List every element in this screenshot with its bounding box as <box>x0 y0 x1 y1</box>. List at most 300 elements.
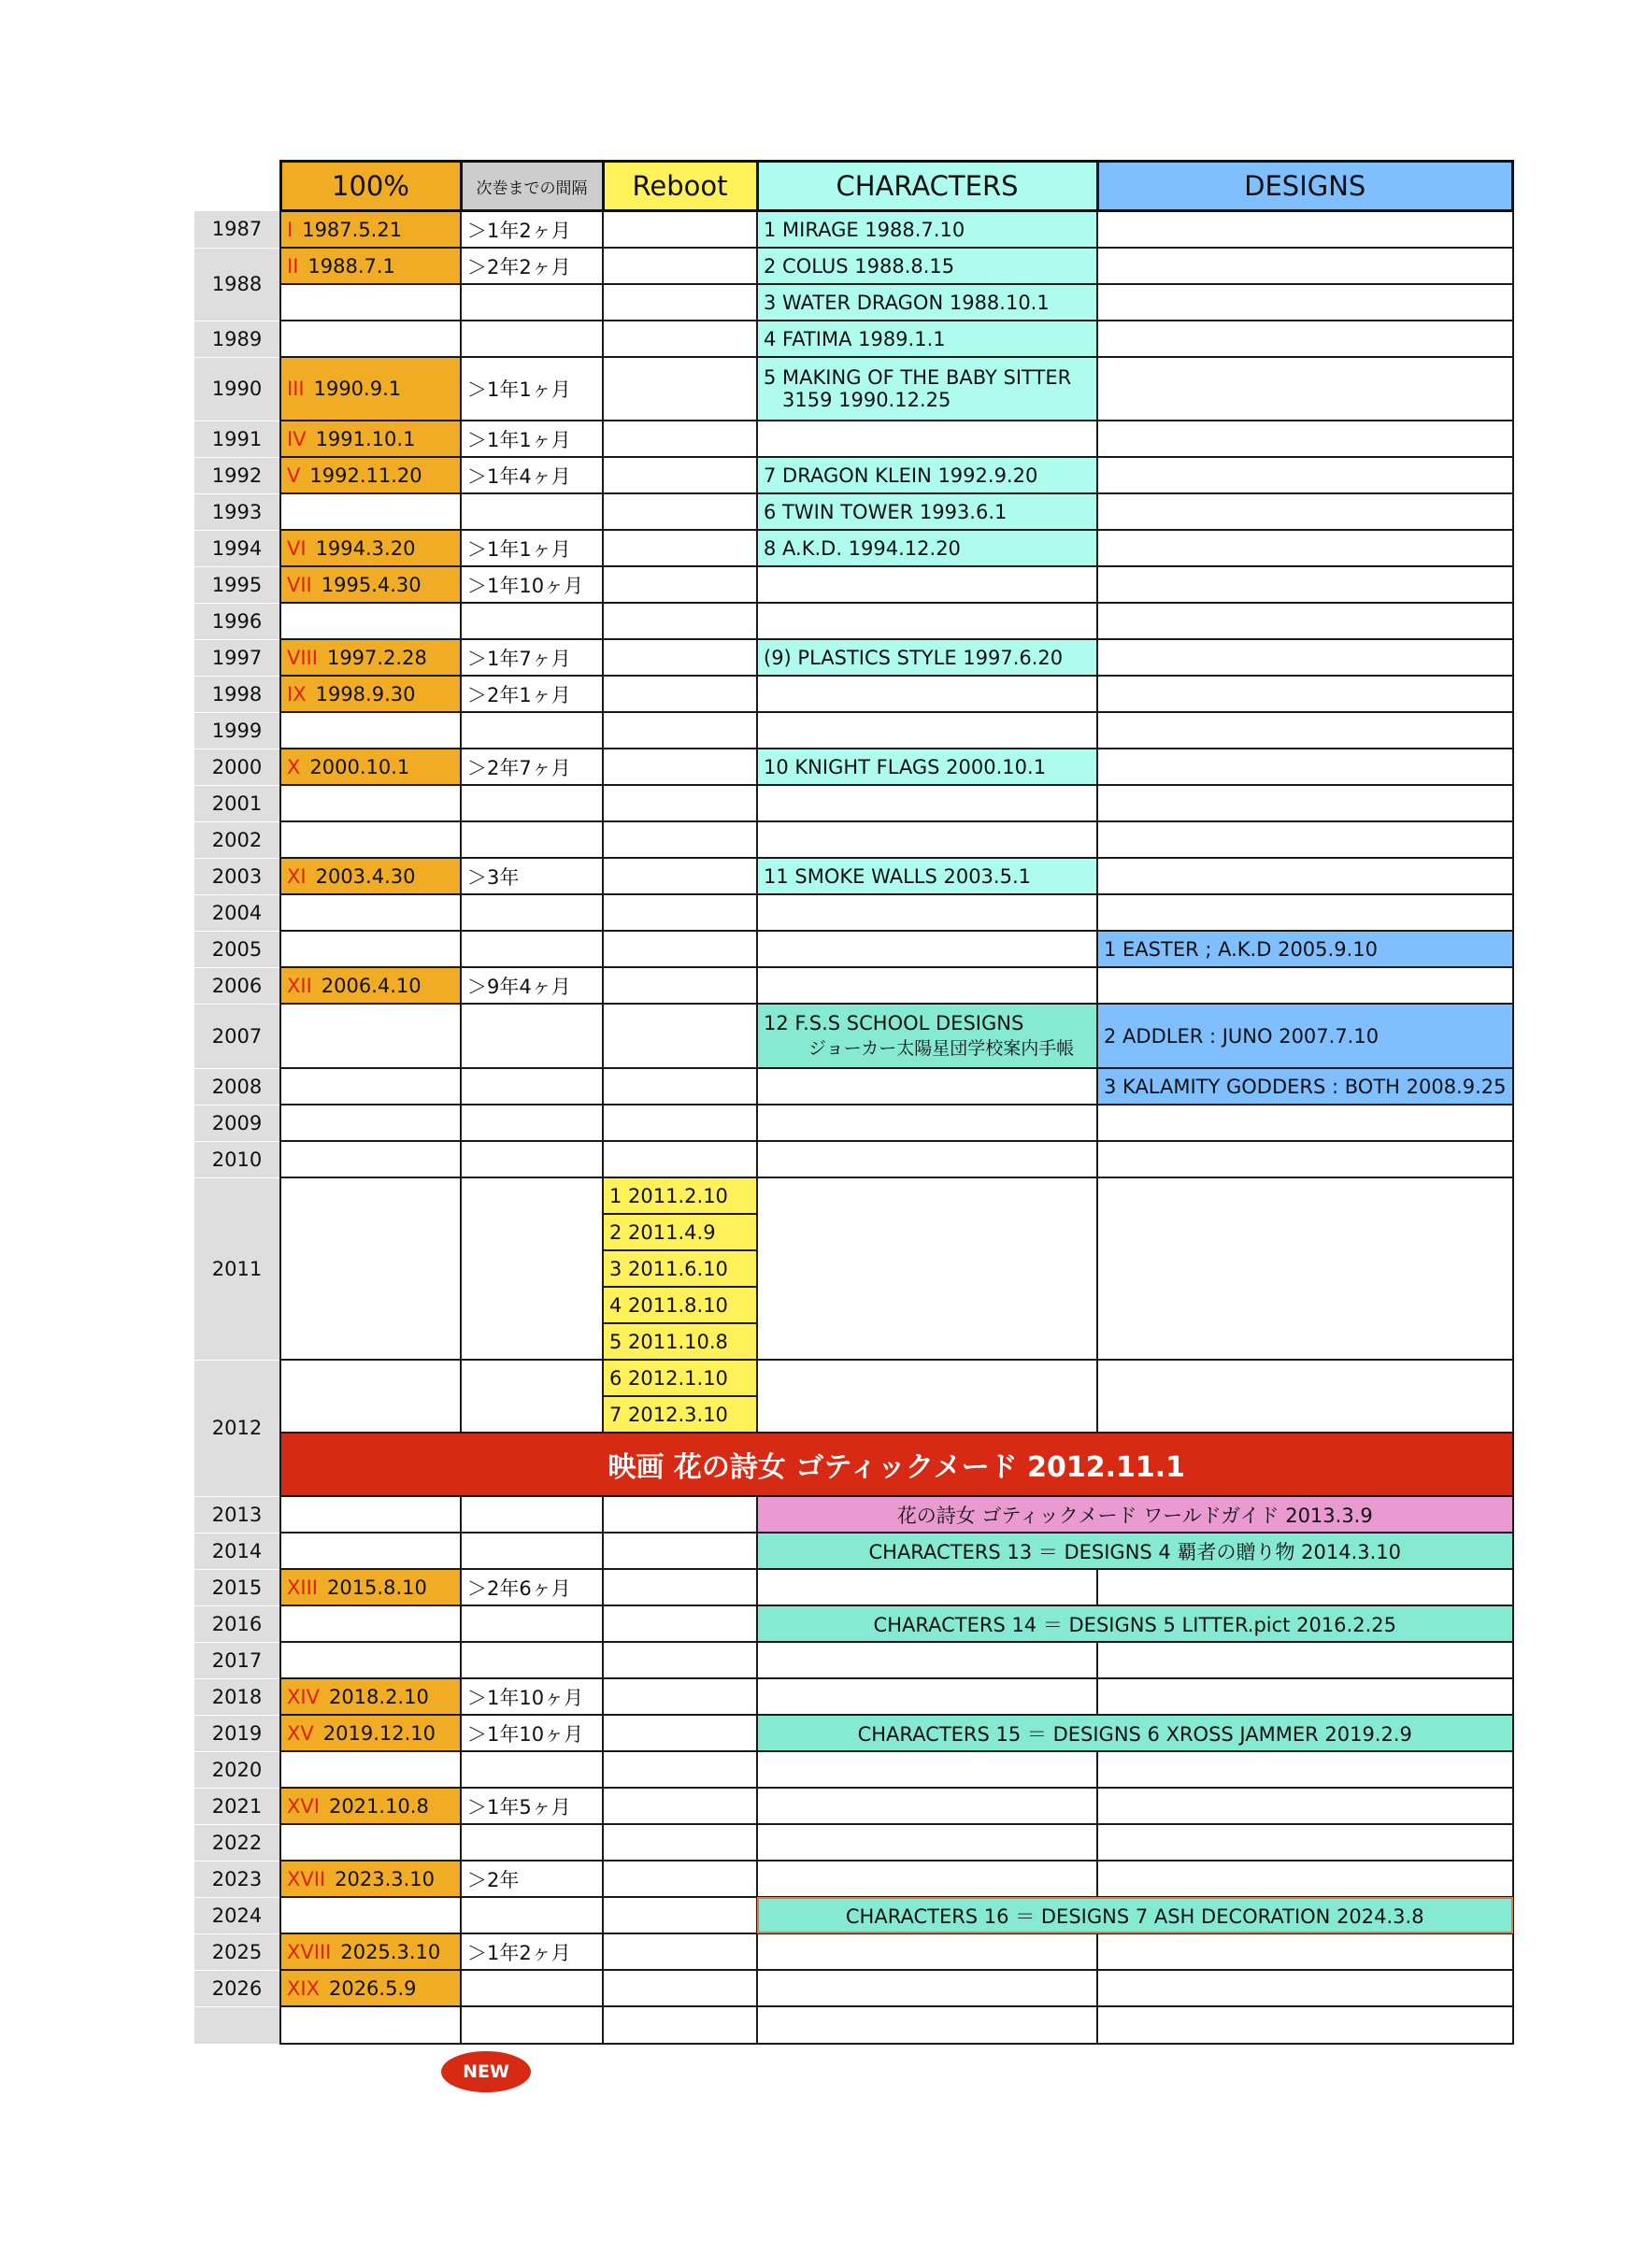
interval-cell <box>461 603 603 639</box>
designs-cell <box>1097 1360 1513 1433</box>
characters-cell <box>757 1861 1097 1897</box>
volume-date: 1992.11.20 <box>309 464 422 487</box>
row-1998 <box>194 676 1513 712</box>
year-cell: 2019 <box>194 1715 280 1751</box>
interval-cell: ＞9年4ヶ月 <box>461 967 603 1004</box>
volume-numeral: VI <box>287 536 307 560</box>
volume-cell <box>280 566 461 603</box>
reboot-cell <box>603 1824 757 1861</box>
volume-numeral: II <box>287 254 299 278</box>
volume-numeral: VII <box>287 573 312 596</box>
volume-cell <box>280 785 461 821</box>
characters-cell <box>757 1141 1097 1177</box>
designs-cell <box>1097 493 1513 530</box>
reboot-cell <box>603 931 757 967</box>
row-2020 <box>194 1751 1513 1788</box>
year-cell: 2013 <box>194 1496 280 1533</box>
reboot-cell <box>603 1788 757 1824</box>
reboot-cell <box>603 894 757 931</box>
interval-cell <box>461 1605 603 1642</box>
designs-cell <box>1097 821 1513 858</box>
interval-cell: ＞1年7ヶ月 <box>461 639 603 676</box>
volume-cell <box>280 211 461 249</box>
volume-cell <box>280 858 461 894</box>
year-cell: 2010 <box>194 1141 280 1177</box>
designs-cell <box>1097 284 1513 321</box>
interval-cell <box>461 894 603 931</box>
designs-cell <box>1097 321 1513 357</box>
combined-cell: CHARACTERS 16 ＝ DESIGNS 7 ASH DECORATION 2024.3.8 <box>757 1897 1513 1933</box>
reboot-cell <box>603 821 757 858</box>
characters-cell <box>757 1824 1097 1861</box>
header-100pct: 100% <box>280 162 461 211</box>
volume-numeral: V <box>287 464 301 487</box>
characters-cell <box>757 1933 1097 1970</box>
volume-date: 2015.8.10 <box>326 1576 427 1599</box>
year-cell: 2020 <box>194 1751 280 1788</box>
reboot-cell <box>603 1533 757 1569</box>
interval-cell <box>461 1751 603 1788</box>
row-2024 <box>194 1897 1513 1933</box>
volume-cell <box>280 1360 461 1433</box>
designs-cell <box>1097 1751 1513 1788</box>
interval-cell <box>461 1897 603 1933</box>
row-1988 <box>194 248 1513 284</box>
reboot-cell <box>603 1569 757 1605</box>
characters-cell <box>757 894 1097 931</box>
row-1994 <box>194 530 1513 566</box>
characters-cell <box>757 1105 1097 1141</box>
characters-line2: ジョーカー太陽星団学校案内手帳 <box>808 1038 1075 1059</box>
volume-numeral: XVI <box>287 1794 320 1818</box>
combined-cell: CHARACTERS 15 ＝ DESIGNS 6 XROSS JAMMER 2019.2.9 <box>757 1715 1513 1751</box>
reboot-cell <box>603 457 757 493</box>
interval-cell <box>461 931 603 967</box>
volume-cell <box>280 1642 461 1678</box>
reboot-cell: 4 2011.8.10 <box>603 1287 757 1323</box>
interval-cell: ＞1年1ヶ月 <box>461 530 603 566</box>
row-1997 <box>194 639 1513 676</box>
row-1988b <box>194 284 1513 321</box>
volume-numeral: XIV <box>287 1685 320 1708</box>
interval-cell <box>461 321 603 357</box>
reboot-cell <box>603 566 757 603</box>
interval-cell: ＞1年10ヶ月 <box>461 1715 603 1751</box>
year-cell: 1999 <box>194 712 280 749</box>
designs-cell <box>1097 1105 1513 1141</box>
row-2014 <box>194 1533 1513 1569</box>
designs-cell <box>1097 457 1513 493</box>
volume-cell <box>280 821 461 858</box>
volume-cell <box>280 321 461 357</box>
volume-date: 2006.4.10 <box>321 974 422 997</box>
volume-cell <box>280 1141 461 1177</box>
volume-date: 1988.7.1 <box>307 254 395 278</box>
reboot-cell: 3 2011.6.10 <box>603 1250 757 1287</box>
year-cell: 2004 <box>194 894 280 931</box>
year-cell: 1997 <box>194 639 280 676</box>
year-cell: 1991 <box>194 421 280 457</box>
reboot-cell <box>603 1678 757 1715</box>
volume-cell <box>280 1068 461 1105</box>
volume-date: 2000.10.1 <box>309 755 410 778</box>
designs-cell <box>1097 248 1513 284</box>
interval-cell <box>461 1824 603 1861</box>
volume-numeral: XVIII <box>287 1940 332 1963</box>
characters-cell <box>757 676 1097 712</box>
interval-cell: ＞1年2ヶ月 <box>461 211 603 249</box>
interval-cell <box>461 821 603 858</box>
reboot-cell: 1 2011.2.10 <box>603 1177 757 1214</box>
volume-cell <box>280 1751 461 1788</box>
volume-numeral: VIII <box>287 646 318 669</box>
year-cell: 1998 <box>194 676 280 712</box>
characters-cell <box>757 1068 1097 1105</box>
year-cell: 2017 <box>194 1642 280 1678</box>
volume-cell <box>280 1177 461 1360</box>
interval-cell: ＞1年1ヶ月 <box>461 421 603 457</box>
volume-date: 2025.3.10 <box>340 1940 441 1963</box>
year-cell: 1990 <box>194 357 280 421</box>
row-1989 <box>194 321 1513 357</box>
reboot-cell <box>603 1933 757 1970</box>
interval-cell: ＞1年10ヶ月 <box>461 566 603 603</box>
reboot-cell: 2 2011.4.9 <box>603 1214 757 1250</box>
combined-cell: CHARACTERS 13 ＝ DESIGNS 4 覇者の贈り物 2014.3.10 <box>757 1533 1513 1569</box>
designs-cell <box>1097 785 1513 821</box>
reboot-cell <box>603 749 757 785</box>
characters-line2: 3159 1990.12.25 <box>782 389 951 411</box>
year-cell: 2012 <box>194 1360 280 1496</box>
row-1996 <box>194 603 1513 639</box>
characters-cell: 6 TWIN TOWER 1993.6.1 <box>757 493 1097 530</box>
row-2012 <box>194 1360 1513 1396</box>
volume-cell <box>280 894 461 931</box>
volume-numeral: XI <box>287 864 307 888</box>
interval-cell: ＞2年 <box>461 1861 603 1897</box>
volume-cell <box>280 603 461 639</box>
volume-date: 1995.4.30 <box>321 573 422 596</box>
reboot-cell: 6 2012.1.10 <box>603 1360 757 1396</box>
year-cell: 2021 <box>194 1788 280 1824</box>
volume-cell <box>280 712 461 749</box>
row-2019 <box>194 1715 1513 1751</box>
row-2017 <box>194 1642 1513 1678</box>
volume-cell <box>280 530 461 566</box>
designs-cell: 1 EASTER ; A.K.D 2005.9.10 <box>1097 931 1513 967</box>
reboot-cell <box>603 1141 757 1177</box>
characters-cell <box>757 603 1097 639</box>
interval-cell <box>461 1105 603 1141</box>
new-badge: NEW <box>441 2051 531 2092</box>
designs-cell <box>1097 858 1513 894</box>
year-cell: 1992 <box>194 457 280 493</box>
designs-cell <box>1097 1141 1513 1177</box>
reboot-cell <box>603 321 757 357</box>
reboot-cell <box>603 1496 757 1533</box>
year-cell <box>194 2006 280 2044</box>
year-cell: 2000 <box>194 749 280 785</box>
reboot-cell <box>603 1105 757 1141</box>
row-1993 <box>194 493 1513 530</box>
year-cell: 2002 <box>194 821 280 858</box>
volume-cell <box>280 1496 461 1533</box>
row-2025 <box>194 1933 1513 1970</box>
characters-cell: 10 KNIGHT FLAGS 2000.10.1 <box>757 749 1097 785</box>
year-cell: 2006 <box>194 967 280 1004</box>
header-interval: 次巻までの間隔 <box>461 162 603 211</box>
year-cell: 2024 <box>194 1897 280 1933</box>
interval-cell: ＞2年6ヶ月 <box>461 1569 603 1605</box>
reboot-cell <box>603 284 757 321</box>
volume-cell <box>280 1933 461 1970</box>
volume-numeral: IV <box>287 427 307 450</box>
row-2008 <box>194 1068 1513 1105</box>
year-cell: 1995 <box>194 566 280 603</box>
designs-cell <box>1097 749 1513 785</box>
characters-cell <box>757 1569 1097 1605</box>
volume-cell <box>280 248 461 284</box>
designs-cell <box>1097 712 1513 749</box>
interval-cell: ＞1年1ヶ月 <box>461 357 603 421</box>
row-empty <box>194 2006 1513 2044</box>
row-2018 <box>194 1678 1513 1715</box>
year-cell: 2025 <box>194 1933 280 1970</box>
reboot-cell <box>603 1970 757 2006</box>
designs-cell <box>1097 639 1513 676</box>
volume-cell <box>280 1678 461 1715</box>
characters-cell <box>757 1751 1097 1788</box>
interval-cell: ＞2年1ヶ月 <box>461 676 603 712</box>
release-timeline-table <box>194 160 1514 2045</box>
row-2009 <box>194 1105 1513 1141</box>
row-1987 <box>194 211 1513 249</box>
volume-cell <box>280 639 461 676</box>
interval-cell <box>461 1496 603 1533</box>
worldguide-cell: 花の詩女 ゴティックメード ワールドガイド 2013.3.9 <box>757 1496 1513 1533</box>
row-2006 <box>194 967 1513 1004</box>
interval-cell: ＞3年 <box>461 858 603 894</box>
interval-cell: ＞1年5ヶ月 <box>461 1788 603 1824</box>
designs-cell <box>1097 421 1513 457</box>
volume-numeral: I <box>287 218 293 241</box>
row-2004 <box>194 894 1513 931</box>
row-2023 <box>194 1861 1513 1897</box>
row-1990 <box>194 357 1513 421</box>
reboot-cell <box>603 357 757 421</box>
designs-cell <box>1097 1678 1513 1715</box>
reboot-cell <box>603 1715 757 1751</box>
interval-cell: ＞1年2ヶ月 <box>461 1933 603 1970</box>
volume-date: 2026.5.9 <box>328 1976 417 2000</box>
row-2002 <box>194 821 1513 858</box>
reboot-cell: 7 2012.3.10 <box>603 1396 757 1433</box>
volume-numeral: XII <box>287 974 312 997</box>
year-cell: 2026 <box>194 1970 280 2006</box>
characters-cell: 7 DRAGON KLEIN 1992.9.20 <box>757 457 1097 493</box>
volume-date: 1991.10.1 <box>315 427 416 450</box>
year-cell: 2003 <box>194 858 280 894</box>
volume-numeral: IX <box>287 682 307 706</box>
interval-cell <box>461 1068 603 1105</box>
movie-banner: 映画 花の詩女 ゴティックメード 2012.11.1 <box>280 1433 1513 1496</box>
interval-cell: ＞2年2ヶ月 <box>461 248 603 284</box>
designs-cell <box>1097 1824 1513 1861</box>
year-cell: 1987 <box>194 211 280 249</box>
interval-cell <box>461 1004 603 1068</box>
designs-cell <box>1097 1569 1513 1605</box>
volume-cell <box>280 967 461 1004</box>
designs-cell <box>1097 566 1513 603</box>
volume-cell <box>280 421 461 457</box>
reboot-cell <box>603 1642 757 1678</box>
designs-cell <box>1097 530 1513 566</box>
volume-numeral: XIII <box>287 1576 318 1599</box>
interval-cell <box>461 1360 603 1433</box>
volume-cell <box>280 1861 461 1897</box>
combined-cell: CHARACTERS 14 ＝ DESIGNS 5 LITTER.pict 2016.2.25 <box>757 1605 1513 1642</box>
designs-cell <box>1097 1933 1513 1970</box>
volume-numeral: III <box>287 378 305 400</box>
volume-cell <box>280 931 461 967</box>
reboot-cell <box>603 676 757 712</box>
volume-cell <box>280 284 461 321</box>
row-2001 <box>194 785 1513 821</box>
row-2012-movie <box>194 1433 1513 1496</box>
row-1991 <box>194 421 1513 457</box>
row-2026 <box>194 1970 1513 2006</box>
characters-line1: 12 F.S.S SCHOOL DESIGNS <box>764 1012 1024 1034</box>
reboot-cell <box>603 211 757 249</box>
row-2022 <box>194 1824 1513 1861</box>
interval-cell <box>461 1141 603 1177</box>
reboot-cell <box>603 2006 757 2044</box>
characters-cell: 3 WATER DRAGON 1988.10.1 <box>757 284 1097 321</box>
characters-cell: 1 MIRAGE 1988.7.10 <box>757 211 1097 249</box>
year-cell: 1988 <box>194 248 280 321</box>
designs-cell: 2 ADDLER : JUNO 2007.7.10 <box>1097 1004 1513 1068</box>
designs-cell <box>1097 211 1513 249</box>
characters-cell <box>757 967 1097 1004</box>
designs-cell <box>1097 1861 1513 1897</box>
characters-cell: 4 FATIMA 1989.1.1 <box>757 321 1097 357</box>
volume-date: 1990.9.1 <box>313 378 402 400</box>
reboot-cell <box>603 1897 757 1933</box>
characters-cell: 11 SMOKE WALLS 2003.5.1 <box>757 858 1097 894</box>
year-cell: 2011 <box>194 1177 280 1360</box>
designs-cell <box>1097 1788 1513 1824</box>
designs-cell <box>1097 1642 1513 1678</box>
row-2003 <box>194 858 1513 894</box>
header-row <box>194 162 1513 211</box>
volume-date: 1997.2.28 <box>326 646 427 669</box>
volume-date: 1998.9.30 <box>315 682 416 706</box>
volume-cell <box>280 2006 461 2044</box>
volume-cell <box>280 1897 461 1933</box>
reboot-cell <box>603 785 757 821</box>
year-cell: 2018 <box>194 1678 280 1715</box>
volume-date: 2003.4.30 <box>315 864 416 888</box>
characters-line1: 5 MAKING OF THE BABY SITTER <box>764 366 1072 389</box>
characters-cell <box>757 1177 1097 1360</box>
volume-cell <box>280 1824 461 1861</box>
reboot-cell <box>603 1004 757 1068</box>
year-cell: 2005 <box>194 931 280 967</box>
reboot-cell <box>603 1751 757 1788</box>
designs-cell <box>1097 894 1513 931</box>
year-cell: 2014 <box>194 1533 280 1569</box>
volume-numeral: X <box>287 755 301 778</box>
corner-cell <box>194 162 280 211</box>
volume-date: 1994.3.20 <box>315 536 416 560</box>
row-1992 <box>194 457 1513 493</box>
reboot-cell <box>603 1861 757 1897</box>
characters-cell <box>757 1970 1097 2006</box>
reboot-cell <box>603 967 757 1004</box>
reboot-cell: 5 2011.10.8 <box>603 1323 757 1360</box>
volume-date: 1987.5.21 <box>302 218 403 241</box>
designs-cell <box>1097 357 1513 421</box>
volume-cell <box>280 1533 461 1569</box>
row-2000 <box>194 749 1513 785</box>
designs-cell <box>1097 676 1513 712</box>
row-2013 <box>194 1496 1513 1533</box>
year-cell: 2016 <box>194 1605 280 1642</box>
year-cell: 1993 <box>194 493 280 530</box>
year-cell: 1989 <box>194 321 280 357</box>
row-1995 <box>194 566 1513 603</box>
characters-cell <box>757 712 1097 749</box>
characters-cell: (9) PLASTICS STYLE 1997.6.20 <box>757 639 1097 676</box>
characters-cell <box>757 1788 1097 1824</box>
year-cell: 1996 <box>194 603 280 639</box>
reboot-cell <box>603 639 757 676</box>
year-cell: 2007 <box>194 1004 280 1068</box>
interval-cell <box>461 785 603 821</box>
volume-date: 2019.12.10 <box>322 1721 436 1745</box>
row-1999 <box>194 712 1513 749</box>
header-characters: CHARACTERS <box>757 162 1097 211</box>
row-2005 <box>194 931 1513 967</box>
characters-cell <box>757 1004 1097 1068</box>
volume-cell <box>280 749 461 785</box>
interval-cell: ＞2年7ヶ月 <box>461 749 603 785</box>
characters-cell: 2 COLUS 1988.8.15 <box>757 248 1097 284</box>
characters-cell: 8 A.K.D. 1994.12.20 <box>757 530 1097 566</box>
row-2011 <box>194 1177 1513 1214</box>
characters-cell <box>757 357 1097 421</box>
reboot-cell <box>603 421 757 457</box>
volume-cell <box>280 1004 461 1068</box>
reboot-cell <box>603 1605 757 1642</box>
designs-cell: 3 KALAMITY GODDERS : BOTH 2008.9.25 <box>1097 1068 1513 1105</box>
volume-cell <box>280 1970 461 2006</box>
interval-cell <box>461 284 603 321</box>
reboot-cell <box>603 712 757 749</box>
interval-cell <box>461 1970 603 2006</box>
volume-date: 2023.3.10 <box>335 1867 436 1890</box>
header-designs: DESIGNS <box>1097 162 1513 211</box>
year-cell: 2023 <box>194 1861 280 1897</box>
volume-numeral: XV <box>287 1721 314 1745</box>
year-cell: 2022 <box>194 1824 280 1861</box>
year-cell: 1994 <box>194 530 280 566</box>
characters-cell <box>757 931 1097 967</box>
volume-numeral: XIX <box>287 1976 320 2000</box>
year-cell: 2001 <box>194 785 280 821</box>
designs-cell <box>1097 1970 1513 2006</box>
volume-cell <box>280 457 461 493</box>
